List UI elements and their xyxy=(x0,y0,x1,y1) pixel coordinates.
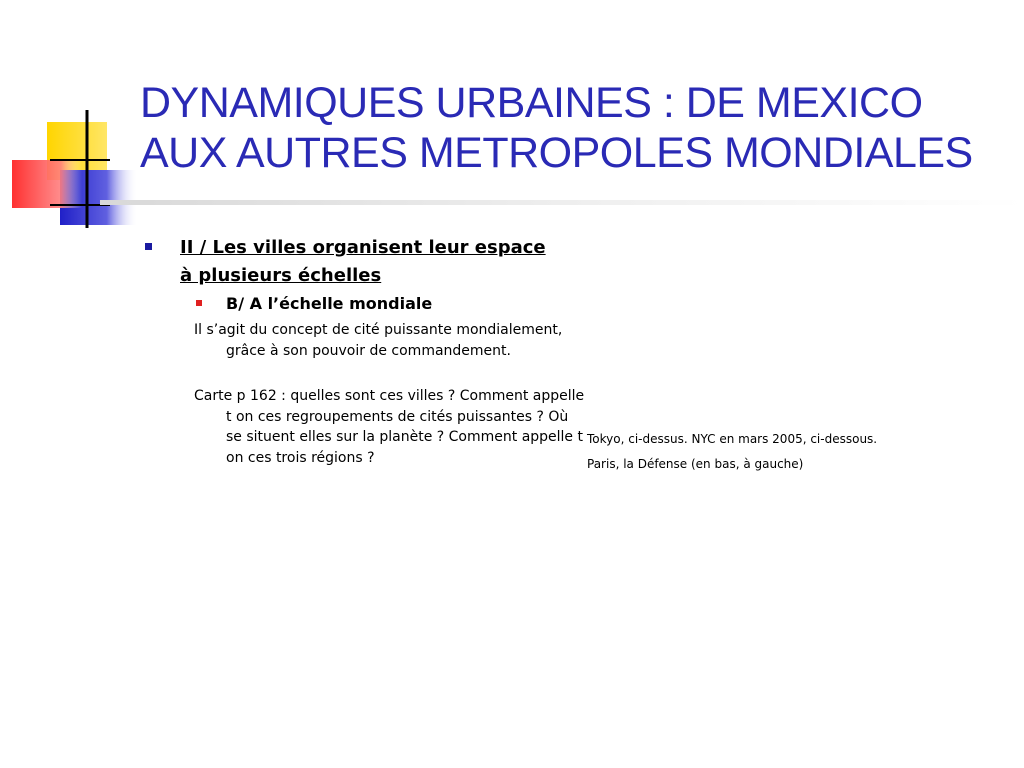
title-divider xyxy=(100,200,1024,205)
red-square xyxy=(12,160,82,208)
photo-caption-2: Paris, la Défense (en bas, à gauche) xyxy=(587,457,804,471)
bullet-level1-icon xyxy=(145,243,152,250)
body-paragraph-1: Il s’agit du concept de cité puissante mondialement, grâce à son pouvoir de commandement. xyxy=(194,322,563,359)
body-paragraph-2: Carte p 162 : quelles sont ces villes ? Comment appelle t on ces regroupements de cités puissantes ? Où se situent elles sur la planète ? Comment appelle t on ces trois régions ? xyxy=(194,388,585,466)
section-heading: II / Les villes organisent leur espace à plusieurs échelles xyxy=(180,237,546,286)
bullet-level2-icon xyxy=(196,300,202,306)
slide-title xyxy=(140,78,1000,178)
subsection-heading: B/ A l’échelle mondiale xyxy=(226,294,433,313)
slide-title-line2: AUX AUTRES METROPOLES MONDIALES xyxy=(140,129,973,177)
photo-caption-1: Tokyo, ci-dessus. NYC en mars 2005, ci-dessous. xyxy=(587,432,878,446)
slide-title-line1: DYNAMIQUES URBAINES : DE MEXICO xyxy=(140,79,923,127)
